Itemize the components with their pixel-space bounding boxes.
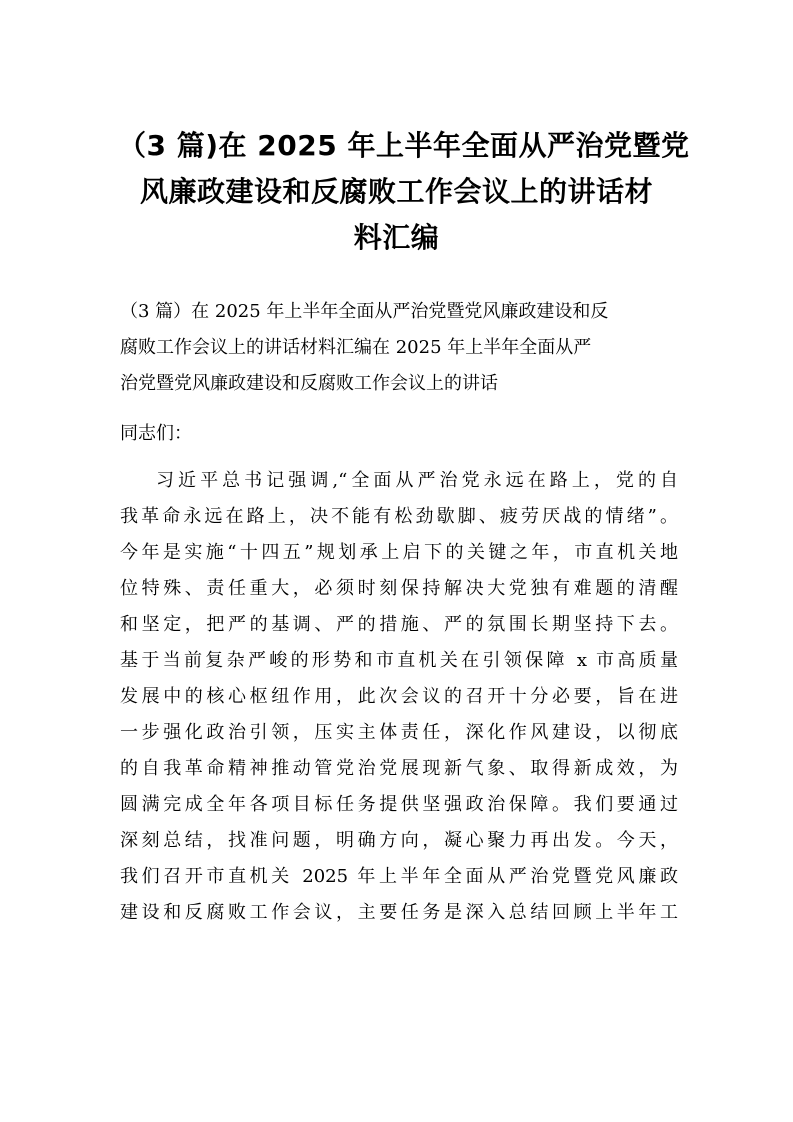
- body-line: 深刻总结，找准问题，明确方向，凝心聚力再出发。今天，: [120, 830, 678, 851]
- body-line: 基于当前复杂严峻的形势和市直机关在引领保障 x 市高质量: [120, 650, 678, 671]
- title-line: （3 篇)在 2025 年上半年全面从严治党暨党: [118, 129, 690, 162]
- body-line: 建设和反腐败工作会议，主要任务是深入总结回顾上半年工: [120, 902, 678, 923]
- body-line: 今年是实施“十四五”规划承上启下的关键之年，市直机关地: [120, 542, 678, 563]
- body-paragraph: [120, 463, 680, 931]
- intro-line: 腐败工作会议上的讲话材料汇编在 2025 年上半年全面从严: [120, 337, 592, 358]
- document-title: [118, 123, 690, 261]
- body-line: 我们召开市直机关 2025 年上半年全面从严治党暨党风廉政: [120, 866, 678, 887]
- body-line: 位特殊、责任重大，必须时刻保持解决大党独有难题的清醒: [120, 578, 678, 599]
- body-line: 我革命永远在路上，决不能有松劲歇脚、疲劳厌战的情绪”。: [120, 506, 678, 527]
- body-line: 和坚定，把严的基调、严的措施、严的氛围长期坚持下去。: [120, 614, 678, 635]
- body-line: 发展中的核心枢纽作用，此次会议的召开十分必要，旨在进: [120, 686, 678, 707]
- intro-paragraph: [120, 294, 680, 402]
- body-line: 的自我革命精神推动管党治党展现新气象、取得新成效，为: [120, 758, 678, 779]
- body-line: 一步强化政治引领，压实主体责任，深化作风建设，以彻底: [120, 722, 678, 743]
- body-line: 圆满完成全年各项目标任务提供坚强政治保障。我们要通过: [120, 794, 678, 815]
- title-line: 风廉政建设和反腐败工作会议上的讲话材: [139, 175, 653, 208]
- intro-line: （3 篇）在 2025 年上半年全面从严治党暨党风廉政建设和反: [120, 301, 609, 322]
- salutation: 同志们：: [120, 423, 192, 444]
- intro-line: 治党暨党风廉政建设和反腐败工作会议上的讲话: [120, 373, 498, 394]
- body-line: 习近平总书记强调,“全面从严治党永远在路上，党的自: [156, 470, 678, 491]
- title-line: 料汇编: [353, 221, 440, 254]
